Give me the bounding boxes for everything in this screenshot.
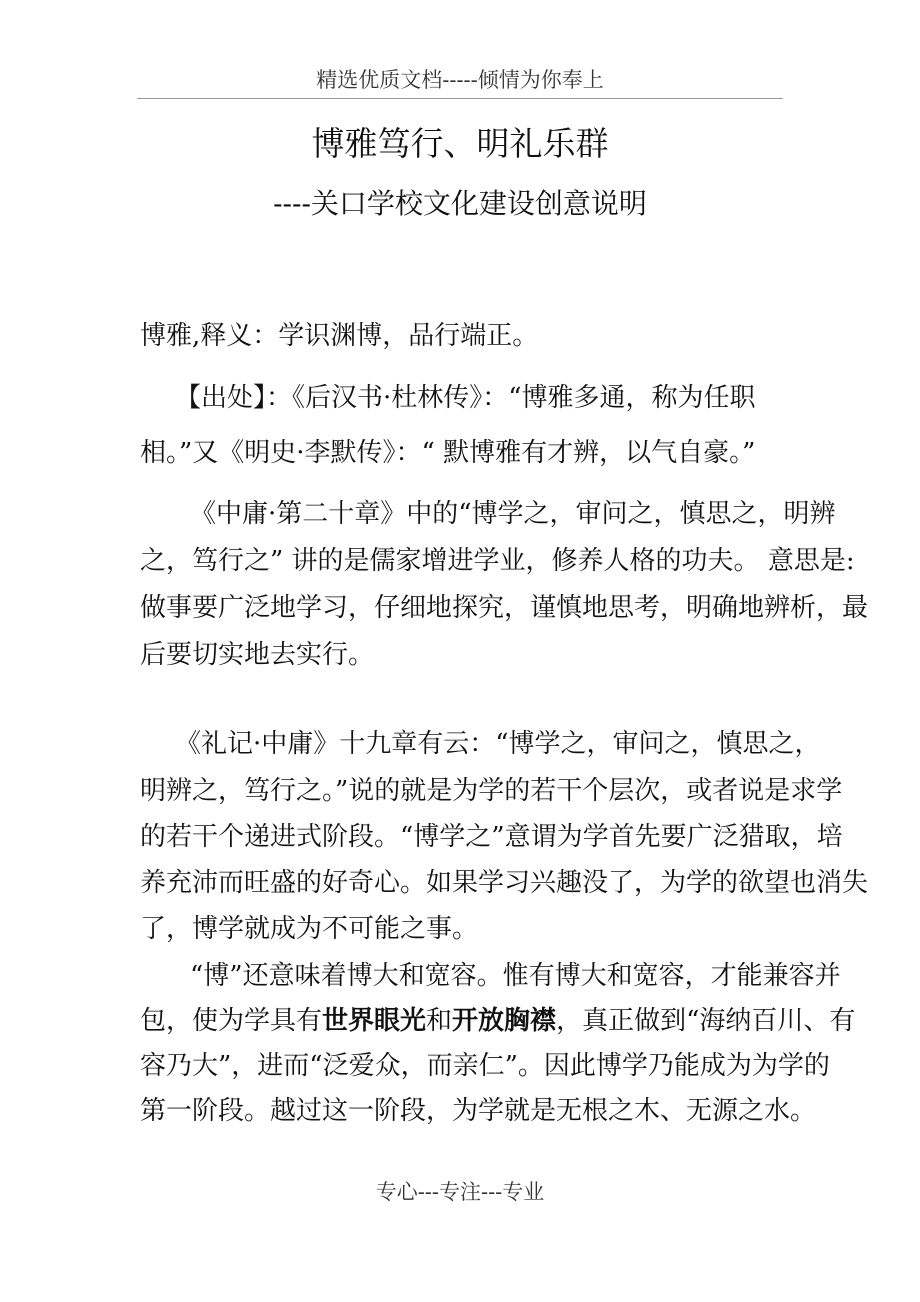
page-header: 精选优质文档-----倾情为你奉上 [316,68,604,92]
document-title: 博雅笃行、明礼乐群 [311,124,609,163]
paragraph-line: 《中庸·第二十章》中的“博学之，审问之，慎思之，明辨 [190,499,836,529]
header-divider [137,98,783,99]
paragraph-line: 之，笃行之” 讲的是儒家增进学业，修养人格的功夫。 意思是: [140,546,855,576]
paragraph-line: 做事要广泛地学习，仔细地探究，谨慎地思考，明确地辨析，最 [140,593,869,623]
paragraph-line: 容乃大”，进而“泛爱众，而亲仁”。因此博学乃能成为为学的 [140,1051,830,1081]
page-footer: 专心---专注---专业 [375,1180,545,1204]
paragraph-line: “博”还意味着博大和宽容。惟有博大和宽容，才能兼容并 [190,961,841,991]
text-run: 包，使为学具有 [140,1006,323,1036]
paragraph-line: 明辨之，笃行之。”说的就是为学的若干个层次，或者说是求学 [140,776,843,806]
paragraph-line: 《礼记·中庸》十九章有云：“博学之，审问之，慎思之， [175,729,821,759]
paragraph-line [140,1000,855,1037]
text-run: ，真正做到“海纳百川、有 [556,1006,856,1036]
paragraph-line: 相。”又《明史·李默传》：“ 默博雅有才辨，以气自豪。” [140,438,756,468]
paragraph-line: 博雅,释义：学识渊博，品行端正。 [140,321,539,351]
paragraph-line: 养充沛而旺盛的好奇心。如果学习兴趣没了，为学的欲望也消失 [140,868,869,898]
paragraph-line: 了，博学就成为不可能之事。 [140,914,479,944]
document-subtitle: ----关口学校文化建设创意说明 [273,187,647,220]
paragraph-line: 第一阶段。越过这一阶段，为学就是无根之木、无源之水。 [140,1096,817,1126]
paragraph-line: 【出处】：《后汉书·杜林传》：“博雅多通，称为任职 [175,383,756,413]
paragraph-line: 的若干个递进式阶段。“博学之”意谓为学首先要广泛猎取，培 [140,822,843,852]
paragraph-line: 后要切实地去实行。 [140,640,375,670]
bold-phrase: 世界眼光 [322,1006,427,1036]
text-run: 和 [426,1006,453,1036]
bold-phrase: 开放胸襟 [452,1006,557,1036]
